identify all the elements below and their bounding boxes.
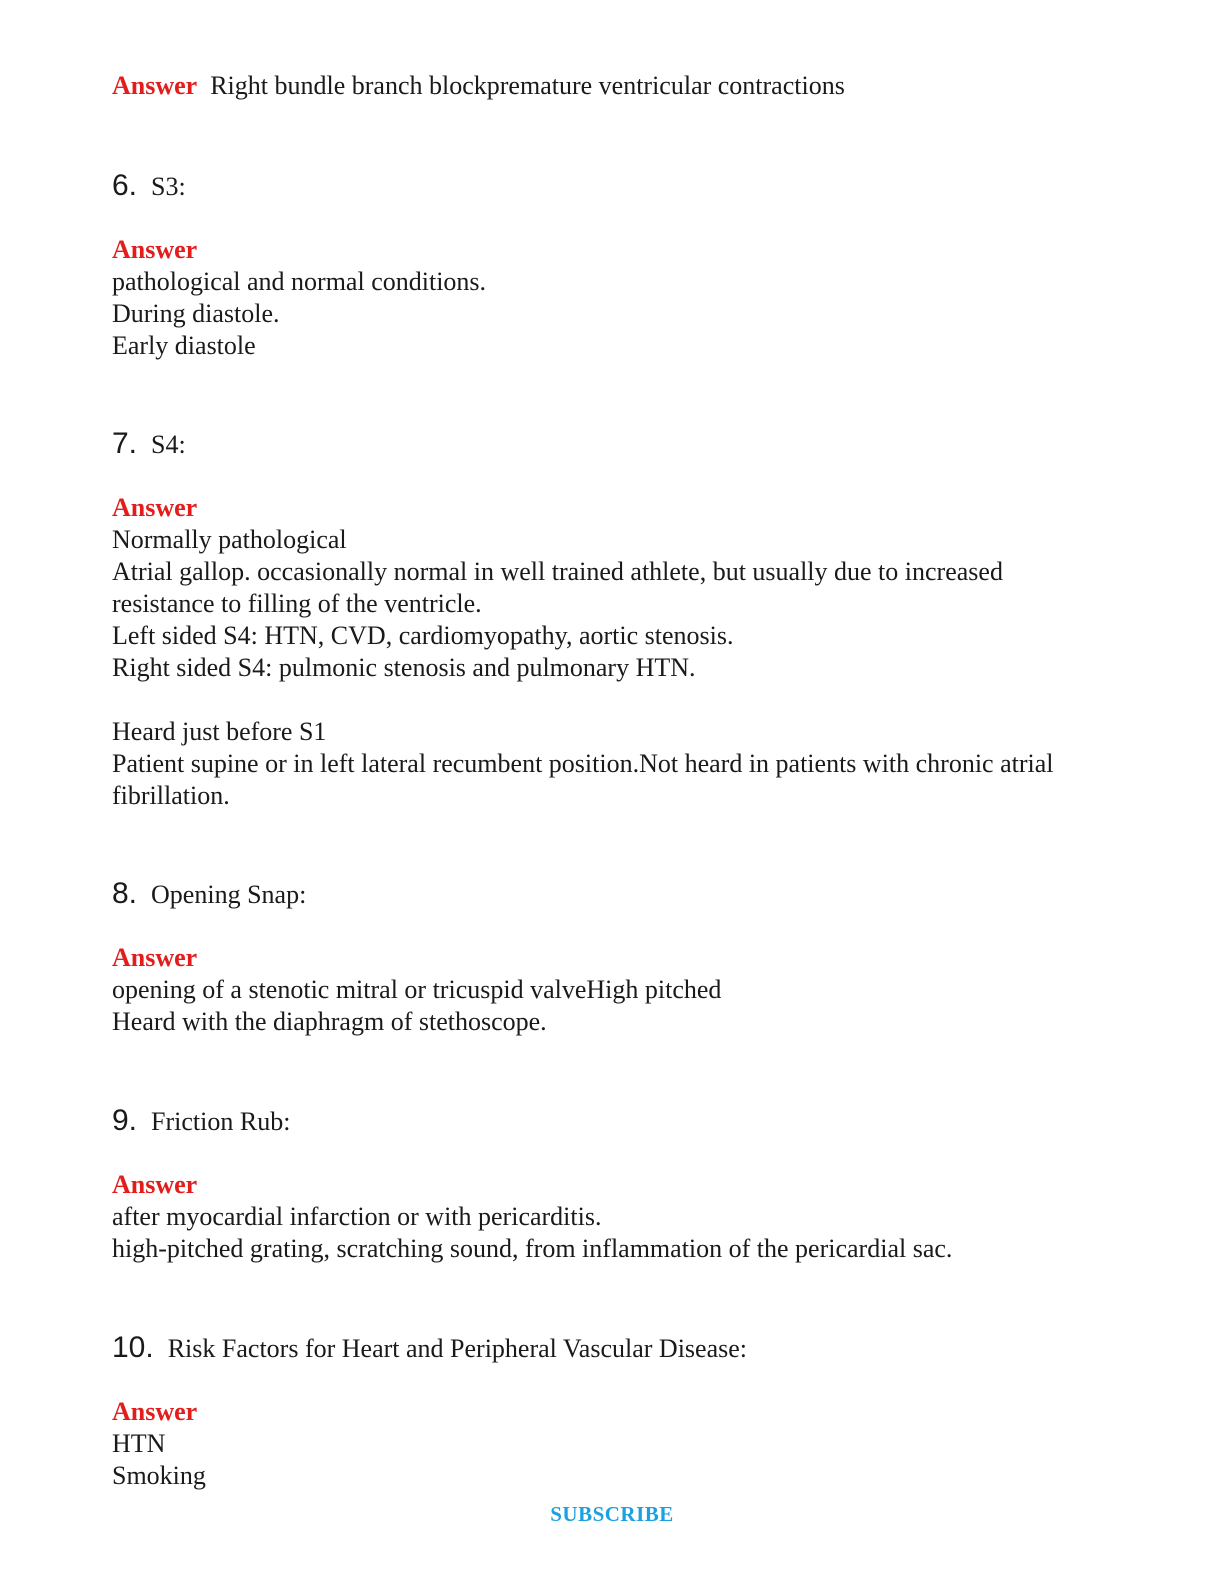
question-9-heading — [112, 1105, 290, 1138]
question-title: Friction Rub: — [151, 1107, 291, 1136]
answer-line: Left sided S4: HTN, CVD, cardiomyopathy, aortic stenosis. — [112, 621, 734, 650]
answer-line: resistance to filling of the ventricle. — [112, 589, 482, 618]
question-6-heading — [112, 170, 186, 203]
question-7-answer — [112, 492, 1054, 812]
question-10-answer — [112, 1396, 206, 1492]
answer-line: Heard just before S1 — [112, 717, 327, 746]
answer-line: after myocardial infarction or with pericarditis. — [112, 1202, 602, 1231]
answer-line: Smoking — [112, 1461, 206, 1490]
answer-line: During diastole. — [112, 299, 280, 328]
answer-line: Atrial gallop. occasionally normal in well trained athlete, but usually due to increased — [112, 557, 1003, 586]
answer-line: pathological and normal conditions. — [112, 267, 487, 296]
question-title: S4: — [151, 430, 186, 459]
question-title: S3: — [151, 172, 186, 201]
question-number: 8. — [112, 877, 138, 910]
answer-label: Answer — [112, 1170, 198, 1199]
subscribe-link[interactable]: SUBSCRIBE — [550, 1502, 674, 1526]
answer-line: Patient supine or in left lateral recumbent position.Not heard in patients with chronic atrial — [112, 749, 1054, 778]
question-9-answer — [112, 1169, 952, 1265]
answer-line: HTN — [112, 1429, 166, 1458]
question-6-answer — [112, 234, 486, 362]
answer-line: Normally pathological — [112, 525, 347, 554]
answer-line: Heard with the diaphragm of stethoscope. — [112, 1007, 547, 1036]
question-7-heading — [112, 428, 186, 461]
question-8-answer — [112, 942, 721, 1038]
question-title: Risk Factors for Heart and Peripheral Vascular Disease: — [167, 1334, 748, 1363]
question-number: 9. — [112, 1104, 138, 1137]
answer-line: Early diastole — [112, 331, 256, 360]
answer-label: Answer — [112, 943, 198, 972]
question-8-heading — [112, 878, 306, 911]
blank-line — [112, 684, 1054, 716]
question-10-heading — [112, 1332, 747, 1365]
top-answer-text: Right bundle branch blockpremature ventricular contractions — [210, 71, 845, 100]
question-number: 7. — [112, 427, 138, 460]
document-page — [112, 0, 1122, 1584]
answer-label: Answer — [112, 1397, 198, 1426]
question-number: 10. — [112, 1331, 154, 1364]
answer-label: Answer — [112, 235, 198, 264]
top-answer-line — [112, 70, 845, 102]
question-title: Opening Snap: — [151, 880, 307, 909]
answer-line: opening of a stenotic mitral or tricuspid valveHigh pitched — [112, 975, 722, 1004]
answer-label: Answer — [112, 493, 198, 522]
question-number: 6. — [112, 169, 138, 202]
answer-line: high-pitched grating, scratching sound, from inflammation of the pericardial sac. — [112, 1234, 953, 1263]
answer-label: Answer — [112, 71, 198, 100]
answer-line: Right sided S4: pulmonic stenosis and pulmonary HTN. — [112, 653, 696, 682]
answer-line: fibrillation. — [112, 781, 230, 810]
